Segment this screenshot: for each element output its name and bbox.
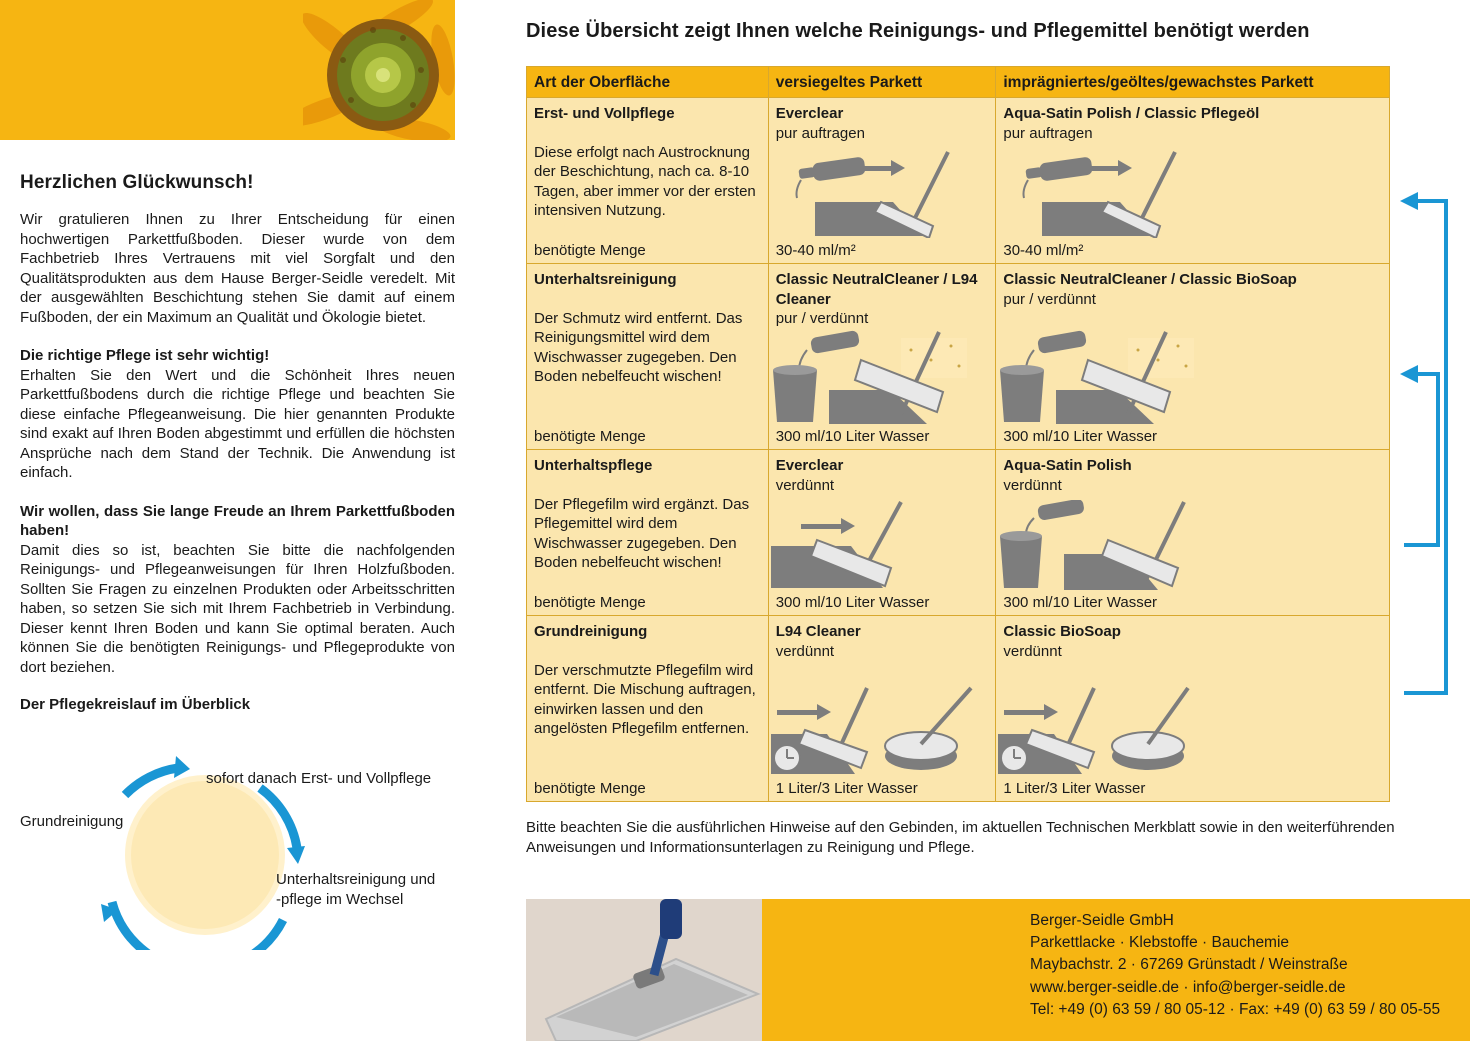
overview-title: Diese Übersicht zeigt Ihnen welche Reinigungs- und Pflegemittel benötigt werden bbox=[526, 20, 1310, 42]
care-subheading: Die richtige Pflege ist sehr wichtig! bbox=[20, 347, 270, 364]
company-web[interactable]: www.berger-seidle.de · info@berger-seidle.de bbox=[1030, 978, 1346, 996]
cycle-heading: Der Pflegekreislauf im Überblick bbox=[20, 696, 251, 713]
care-section bbox=[20, 346, 455, 483]
table-row bbox=[527, 616, 1390, 802]
company-info bbox=[1030, 910, 1440, 1021]
scrubber-illustration-icon bbox=[998, 686, 1208, 776]
sealed-cell: L94 Cleaner verdünnt 1 Liter/3 Liter Wasser bbox=[768, 616, 996, 802]
sunflower-photo bbox=[303, 0, 455, 140]
scrubber-illustration-icon bbox=[771, 686, 981, 776]
intro-paragraph: Wir gratulieren Ihnen zu Ihrer Entscheidung für einen hochwertigen Parkettfußboden. Dieser wurde von dem Fachbetrieb Ihres Vertrauens mit viel Sorgfalt und den Qualitätsprodukten aus dem Hause Berger-Seidle veredelt. Mit der ausgewählten Beschichtung stehen Sie damit auf einem Fußboden, der ein Maximum an Qualität und Ökologie bietet. bbox=[20, 211, 455, 326]
apply-pure-illustration-icon bbox=[783, 146, 953, 238]
mop-photo bbox=[526, 899, 762, 1041]
row-label-cell: Unterhaltspflege Der Pflegefilm wird ergänzt. Das Pflegemittel wird dem Wischwasser zugegeben. Den Boden nebelfeucht wischen! benötigte Menge bbox=[527, 450, 769, 616]
cycle-label-first-care: sofort danach Erst- und Vollpflege bbox=[206, 770, 432, 787]
row-label-cell: Erst- und Vollpflege Diese erfolgt nach Austrocknung der Beschichtung, nach ca. 8-10 Tagen, aber immer vor der ersten intensiven Nutzung. benötigte Menge bbox=[527, 98, 769, 264]
oiled-cell: Aqua-Satin Polish verdünnt 300 ml/10 Liter Wasser bbox=[996, 450, 1390, 616]
table-row bbox=[527, 98, 1390, 264]
cycle-label-basic-cleaning: Grundreinigung bbox=[20, 813, 124, 830]
enjoy-subheading: Wir wollen, dass Sie lange Freude an Ihrem Parkettfußboden haben! bbox=[20, 502, 455, 539]
care-overview-table bbox=[526, 66, 1390, 802]
row-label-cell: Unterhaltsreinigung Der Schmutz wird entfernt. Das Reinigungsmittel wird dem Wischwasser zugegeben. Den Boden nebelfeucht wischen! benötigte Menge bbox=[527, 264, 769, 450]
intro-column bbox=[20, 172, 455, 713]
row-label-cell: Grundreinigung Der verschmutzte Pflegefilm wird entfernt. Die Mischung auftragen, einwirken lassen und den angelösten Pflegefilm entfernen. benötigte Menge bbox=[527, 616, 769, 802]
sealed-cell: Everclear pur auftragen 30-40 ml/m² bbox=[768, 98, 996, 264]
oiled-cell: Classic BioSoap verdünnt 1 Liter/3 Liter Wasser bbox=[996, 616, 1390, 802]
bucket-mop-illustration-icon bbox=[998, 500, 1198, 592]
care-paragraph: Erhalten Sie den Wert und die Schönheit Ihres neuen Parkettfußbodens durch die richtige Pflege und beachten Sie diese einfache Pflegeanweisung. Die hier genannten Produkte sind exakt auf Ihren Boden abgestimmt und erfüllen die höchsten Ansprüche nach dem Stand der Technik. Die Anwendung ist einfach. bbox=[20, 366, 455, 481]
enjoy-paragraph: Damit dies so ist, beachten Sie bitte die nachfolgenden Reinigungs- und Pflegeanweisungen für Ihren Holzfußboden. Sollten Sie Fragen zu einzelnen Produkten oder Arbeitsschritten haben, so setzen Sie sich mit Ihrem Fachbetrieb in Verbindung. Dieser kennt Ihren Boden und kann Sie optimal beraten. Auch können Sie die benötigten Reinigungs- und Pflegeprodukte von dort beziehen. bbox=[20, 541, 455, 676]
enjoy-section bbox=[20, 502, 455, 678]
company-name: Berger-Seidle GmbH bbox=[1030, 912, 1174, 929]
oiled-cell: Classic NeutralCleaner / Classic BioSoap pur / verdünnt 300 ml/10 Liter Wasser bbox=[996, 264, 1390, 450]
table-row bbox=[527, 450, 1390, 616]
sealed-cell: Classic NeutralCleaner / L94 Cleaner pur / verdünnt 300 ml/10 Liter Wasser bbox=[768, 264, 996, 450]
company-products: Parkettlacke · Klebstoffe · Bauchemie bbox=[1030, 934, 1290, 952]
sealed-cell: Everclear verdünnt 300 ml/10 Liter Wasser bbox=[768, 450, 996, 616]
congratulations-heading: Herzlichen Glückwunsch! bbox=[20, 172, 254, 193]
oiled-cell: Aqua-Satin Polish / Classic Pflegeöl pur auftragen 30-40 ml/m² bbox=[996, 98, 1390, 264]
mop-illustration-icon bbox=[771, 500, 971, 592]
header-surface: Art der Oberfläche bbox=[527, 67, 769, 98]
footnote: Bitte beachten Sie die ausführlichen Hinweise auf den Gebinden, im aktuellen Technischen Merkblatt sowie in den weiterführenden Anweisungen und Informationsunterlagen zu Reinigung und Pflege. bbox=[526, 819, 1395, 856]
cycle-label-maintenance: Unterhaltsreinigung und -pflege im Wechsel bbox=[276, 871, 436, 908]
table-header-row bbox=[527, 67, 1390, 98]
bucket-mop-illustration-icon bbox=[998, 330, 1220, 426]
bucket-mop-illustration-icon bbox=[771, 330, 993, 426]
table-row bbox=[527, 264, 1390, 450]
header-sealed: versiegeltes Parkett bbox=[768, 67, 996, 98]
header-oiled: imprägniertes/geöltes/gewachstes Parkett bbox=[996, 67, 1390, 98]
care-cycle-diagram bbox=[0, 750, 470, 950]
apply-pure-illustration-icon bbox=[1010, 146, 1180, 238]
company-address: Maybachstr. 2 · 67269 Grünstadt / Weinstraße bbox=[1030, 956, 1348, 974]
cycle-bracket-arrows-icon bbox=[1398, 190, 1458, 710]
company-phone: Tel: +49 (0) 63 59 / 80 05-12 · Fax: +49 (0) 63 59 / 80 05-55 bbox=[1030, 1000, 1441, 1018]
